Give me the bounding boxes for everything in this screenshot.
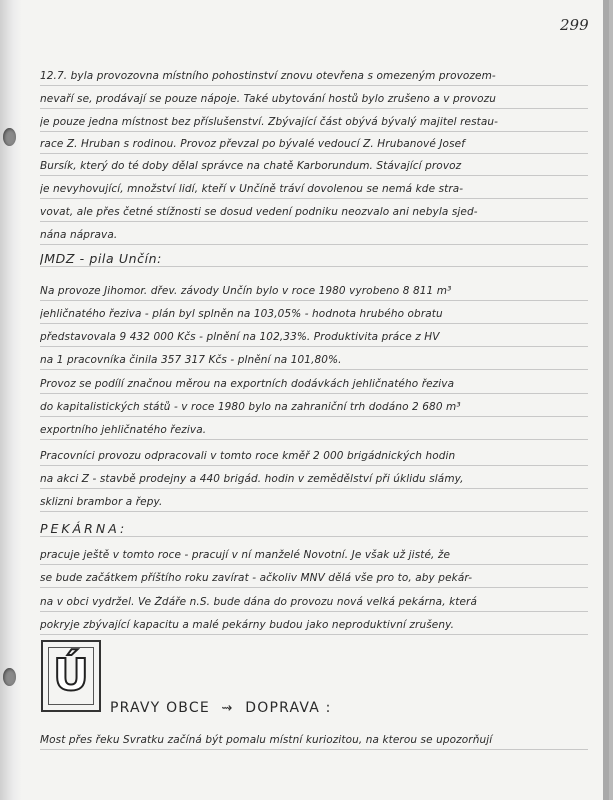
ruled-line xyxy=(40,346,588,347)
punch-hole xyxy=(3,668,16,686)
ruled-line xyxy=(40,488,588,489)
text-line: na akci Z - stavbě prodejny a 440 brigád. hodin v zemědělství při úklidu slámy, xyxy=(40,473,464,485)
text-line: sklizni brambor a řepy. xyxy=(40,496,163,508)
ruled-line xyxy=(40,221,588,222)
text-line: Most přes řeku Svratku začíná být pomalu místní kuriozitou, na kterou se upozorňují xyxy=(40,734,493,746)
text-line: pokryje zbývající kapacitu a malé pekárny budou jako neproduktivní zrušeny. xyxy=(40,619,455,631)
text-line: Provoz se podílí značnou měrou na exportních dodávkách jehličnatého řeziva xyxy=(40,378,455,390)
text-line: nevaří se, prodávají se pouze nápoje. Také ubytování hostů bylo zrušeno a v provozu xyxy=(40,93,496,105)
text-line: Bursík, který do té doby dělal správce na chatě Karborundum. Stávající provoz xyxy=(40,160,462,172)
ruled-line xyxy=(40,564,588,565)
section-heading-part1: PRAVY OBCE xyxy=(110,700,210,716)
ruled-line xyxy=(40,369,588,370)
text-line: představovala 9 432 000 Kčs - plnění na 102,33%. Produktivita práce z HV xyxy=(40,331,440,343)
text-line: se bude začátkem příštího roku zavírat - ačkoliv MNV dělá vše pro to, aby pekár- xyxy=(40,572,473,584)
text-line: do kapitalistických států - v roce 1980 bylo na zahraniční trh dodáno 2 680 m³ xyxy=(40,401,461,413)
subsection-heading: JMDZ - pila Unčín: xyxy=(40,251,162,266)
ruled-line xyxy=(40,465,588,466)
ruled-line xyxy=(40,108,588,109)
squiggle-arrow-icon: ⇝ xyxy=(221,701,234,716)
ruled-line xyxy=(40,198,588,199)
text-line: na 1 pracovníka činila 357 317 Kčs - plnění na 101,80%. xyxy=(40,354,342,366)
section-heading xyxy=(110,700,332,716)
ruled-line xyxy=(40,300,588,301)
ruled-line xyxy=(40,85,588,86)
punch-hole xyxy=(3,128,16,146)
page-number: 299 xyxy=(560,16,589,34)
text-line: exportního jehličnatého řeziva. xyxy=(40,424,207,436)
ruled-line xyxy=(40,416,588,417)
section-heading-part2: DOPRAVA : xyxy=(245,700,332,716)
text-line: race Z. Hruban s rodinou. Provoz převzal po bývalé vedoucí Z. Hrubanové Josef xyxy=(40,138,465,150)
ruled-line xyxy=(40,587,588,588)
ruled-line xyxy=(40,393,588,394)
text-line: jehličnatého řeziva - plán byl splněn na 103,05% - hodnota hrubého obratu xyxy=(40,308,443,320)
text-line: nána náprava. xyxy=(40,229,118,241)
decorative-initial xyxy=(41,640,101,712)
text-line: na v obci vydržel. Ve Ždáře n.S. bude dána do provozu nová velká pekárna, která xyxy=(40,596,477,608)
page-edge-shadow xyxy=(603,0,609,800)
ruled-line xyxy=(40,266,588,267)
text-line: je pouze jedna místnost bez příslušenství. Zbývající část obývá bývalý majitel restau- xyxy=(40,116,499,128)
initial-letter: Ú xyxy=(53,650,89,701)
text-line: Na provoze Jihomor. dřev. závody Unčín bylo v roce 1980 vyrobeno 8 811 m³ xyxy=(40,285,452,297)
ruled-line xyxy=(40,634,588,635)
ruled-line xyxy=(40,536,588,537)
ruled-line xyxy=(40,323,588,324)
ruled-line xyxy=(40,244,588,245)
text-line: vovat, ale přes četné stížnosti se dosud vedení podniku neozvalo ani nebyla sjed- xyxy=(40,206,478,218)
text-line: 12.7. byla provozovna místního pohostinství znovu otevřena s omezeným provozem- xyxy=(40,70,496,82)
ruled-line xyxy=(40,439,588,440)
text-line: je nevyhovující, množství lidí, kteří v Unčíně tráví dovolenou se nemá kde stra- xyxy=(40,183,464,195)
ruled-line xyxy=(40,153,588,154)
ruled-line xyxy=(40,175,588,176)
ruled-line xyxy=(40,131,588,132)
subsection-heading: PEKÁRNA: xyxy=(40,521,128,536)
ruled-line xyxy=(40,511,588,512)
ruled-line xyxy=(40,611,588,612)
text-line: Pracovníci provozu odpracovali v tomto roce kměř 2 000 brigádnických hodin xyxy=(40,450,456,462)
text-line: pracuje ještě v tomto roce - pracují v ní manželé Novotní. Je však už jisté, že xyxy=(40,549,451,561)
ruled-line xyxy=(40,749,588,750)
